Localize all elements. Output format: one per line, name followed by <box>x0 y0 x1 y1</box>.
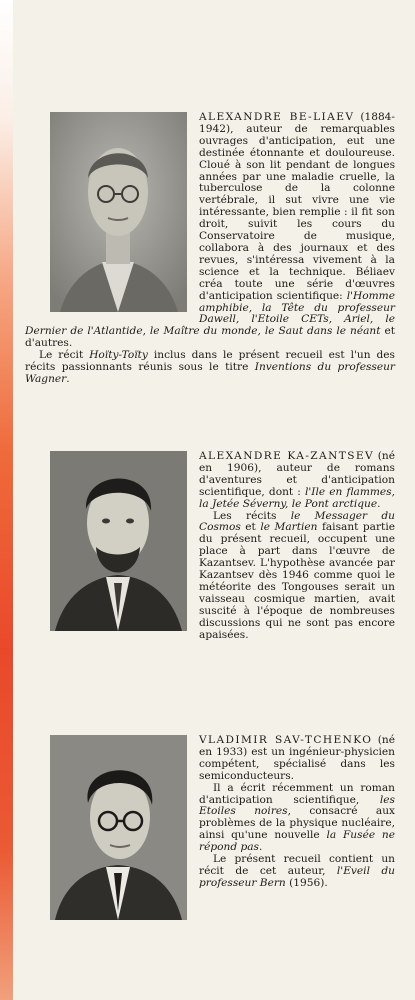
italic-title: Hoïty-Toïty <box>89 349 148 362</box>
bio-beliaev <box>25 112 395 386</box>
italic-title: la Fusée ne répond pas <box>199 829 395 854</box>
italic-title: les Etoiles noires <box>199 793 395 818</box>
italic-title: l'Eveil du professeur Bern <box>199 864 395 889</box>
author-name: VLADIMIR SAV-TCHENKO <box>199 734 373 746</box>
text-run: faisant partie du présent recueil, occupent une place à part dans l'œuvre de Kazantsev. L'hypothèse avancée par Kazantsev dès 1946 comme quoi le météorite des Tongouses serait un vaisseau cosmique martien, avait suscité à l'époque de nombreuses discussions qui ne sont pas encore apaisées. <box>199 521 395 641</box>
text-run: inclus dans le présent recueil est l'un des récits passionnants réunis sous le titre <box>25 349 395 374</box>
author-name: ALEXANDRE BE-LIAEV <box>199 111 355 123</box>
bio-savtchenko <box>25 735 395 924</box>
italic-title: le Martien <box>260 521 318 534</box>
text-run: est un ingénieur-physicien compétent, spécialisé dans les semiconducteurs. <box>199 745 395 782</box>
text-run: Les récits <box>213 509 291 522</box>
italic-title: Inventions du professeur Wagner <box>25 361 395 385</box>
text-run: , consacré aux problèmes de la physique nucléaire, ainsi qu'une nouvelle <box>199 805 395 842</box>
text-run: et d'autres. <box>25 325 395 350</box>
bio-paragraph <box>25 350 395 386</box>
author-dates: (1884-1942), <box>199 111 396 135</box>
text-run: , <box>142 325 150 338</box>
portrait-photo-savtchenko <box>50 735 187 920</box>
text-run: auteur de romans d'aventures et d'anticipation scientifique, dont : <box>199 461 395 498</box>
text-run: auteur de remarquables ouvrages d'anticipation, eut une destinée étonnante et douloureuse. Cloué à son lit pendant de longues années par une maladie cruelle, la tuberculose de la colonne vertébrale, il sut vivre une vie intéressante, bien remplie : il fit son droit, suivit les cours du Conservatoire de musique, collabora à des journaux et des revues, s'intéressa vivement à la science et la technique. Béliaev créa toute une série d'œuvres d'anticipation scientifique: <box>199 122 395 302</box>
author-dates: (né en 1906), <box>199 450 396 474</box>
text-run: . <box>66 372 70 385</box>
italic-title: le Maître du monde, le Saut dans le néant <box>149 325 381 338</box>
text-run: Le récit <box>39 349 90 362</box>
text-run: (1956). <box>285 876 328 889</box>
text-run: . <box>259 841 263 854</box>
italic-title: l'Homme amphibie, la Tête du professeur Dawell, l'Etoile CETs, Ariel, le Dernier de l'Atlantide <box>25 289 395 338</box>
italic-title: le Messager du Cosmos <box>199 509 395 534</box>
text-run: et <box>240 521 261 534</box>
bio-kazantsev <box>25 451 395 642</box>
text-run: Le présent recueil contient un récit de cet auteur, <box>199 853 395 877</box>
italic-title: l'Ile en flammes, la Jetée Séverny, le Pont arctique <box>199 485 395 510</box>
text-run: Il a écrit récemment un roman d'anticipation scientifique, <box>199 781 395 806</box>
portrait-photo-kazantsev <box>50 451 187 631</box>
author-name: ALEXANDRE KA-ZANTSEV <box>199 450 375 462</box>
portrait-photo-beliaev <box>50 112 187 312</box>
text-run: . <box>377 497 381 510</box>
decorative-color-stripe <box>0 0 13 1000</box>
author-dates: (né en 1933) <box>199 734 395 758</box>
